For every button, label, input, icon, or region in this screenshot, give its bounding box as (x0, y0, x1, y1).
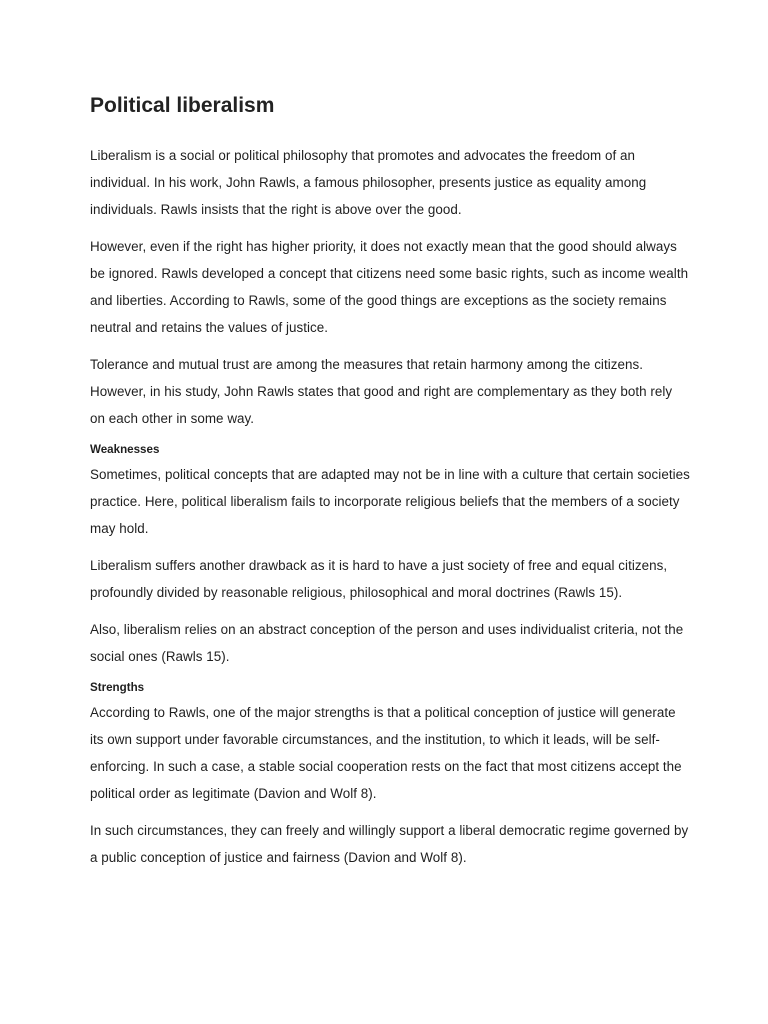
document-title: Political liberalism (90, 94, 275, 117)
paragraph-intro-2: However, even if the right has higher priority, it does not exactly mean that the good should always be ignored. Rawls developed a concept that citizens need some basic rights, such as income wealth and liberties. According to Rawls, some of the good things are exceptions as the society remains neutral and retains the values of justice. (90, 239, 689, 335)
paragraph-weakness-3: Also, liberalism relies on an abstract conception of the person and uses individualist criteria, not the social ones (Rawls 15). (90, 622, 684, 664)
document-page (90, 92, 690, 881)
paragraph-intro-3: Tolerance and mutual trust are among the measures that retain harmony among the citizens. However, in his study, John Rawls states that good and right are complementary as they both rely on each other in some way. (90, 357, 673, 426)
paragraph-weakness-1: Sometimes, political concepts that are adapted may not be in line with a culture that certain societies practice. Here, political liberalism fails to incorporate religious beliefs that the members of a society may hold. (90, 467, 690, 536)
paragraph-strength-1: According to Rawls, one of the major strengths is that a political conception of justice will generate its own support under favorable circumstances, and the institution, to which it leads, will be self-enforcing. In such a case, a stable social cooperation rests on the fact that most citizens accept the political order as legitimate (Davion and Wolf 8). (90, 705, 682, 801)
paragraph-weakness-2: Liberalism suffers another drawback as it is hard to have a just society of free and equal citizens, profoundly divided by reasonable religious, philosophical and moral doctrines (Rawls 15). (90, 558, 668, 600)
heading-weaknesses: Weaknesses (90, 443, 160, 456)
paragraph-intro-1: Liberalism is a social or political philosophy that promotes and advocates the freedom of an individual. In his work, John Rawls, a famous philosopher, presents justice as equality among individuals. Rawls insists that the right is above over the good. (90, 148, 647, 217)
heading-strengths: Strengths (90, 681, 145, 694)
paragraph-strength-2: In such circumstances, they can freely and willingly support a liberal democratic regime governed by a public conception of justice and fairness (Davion and Wolf 8). (90, 823, 689, 865)
